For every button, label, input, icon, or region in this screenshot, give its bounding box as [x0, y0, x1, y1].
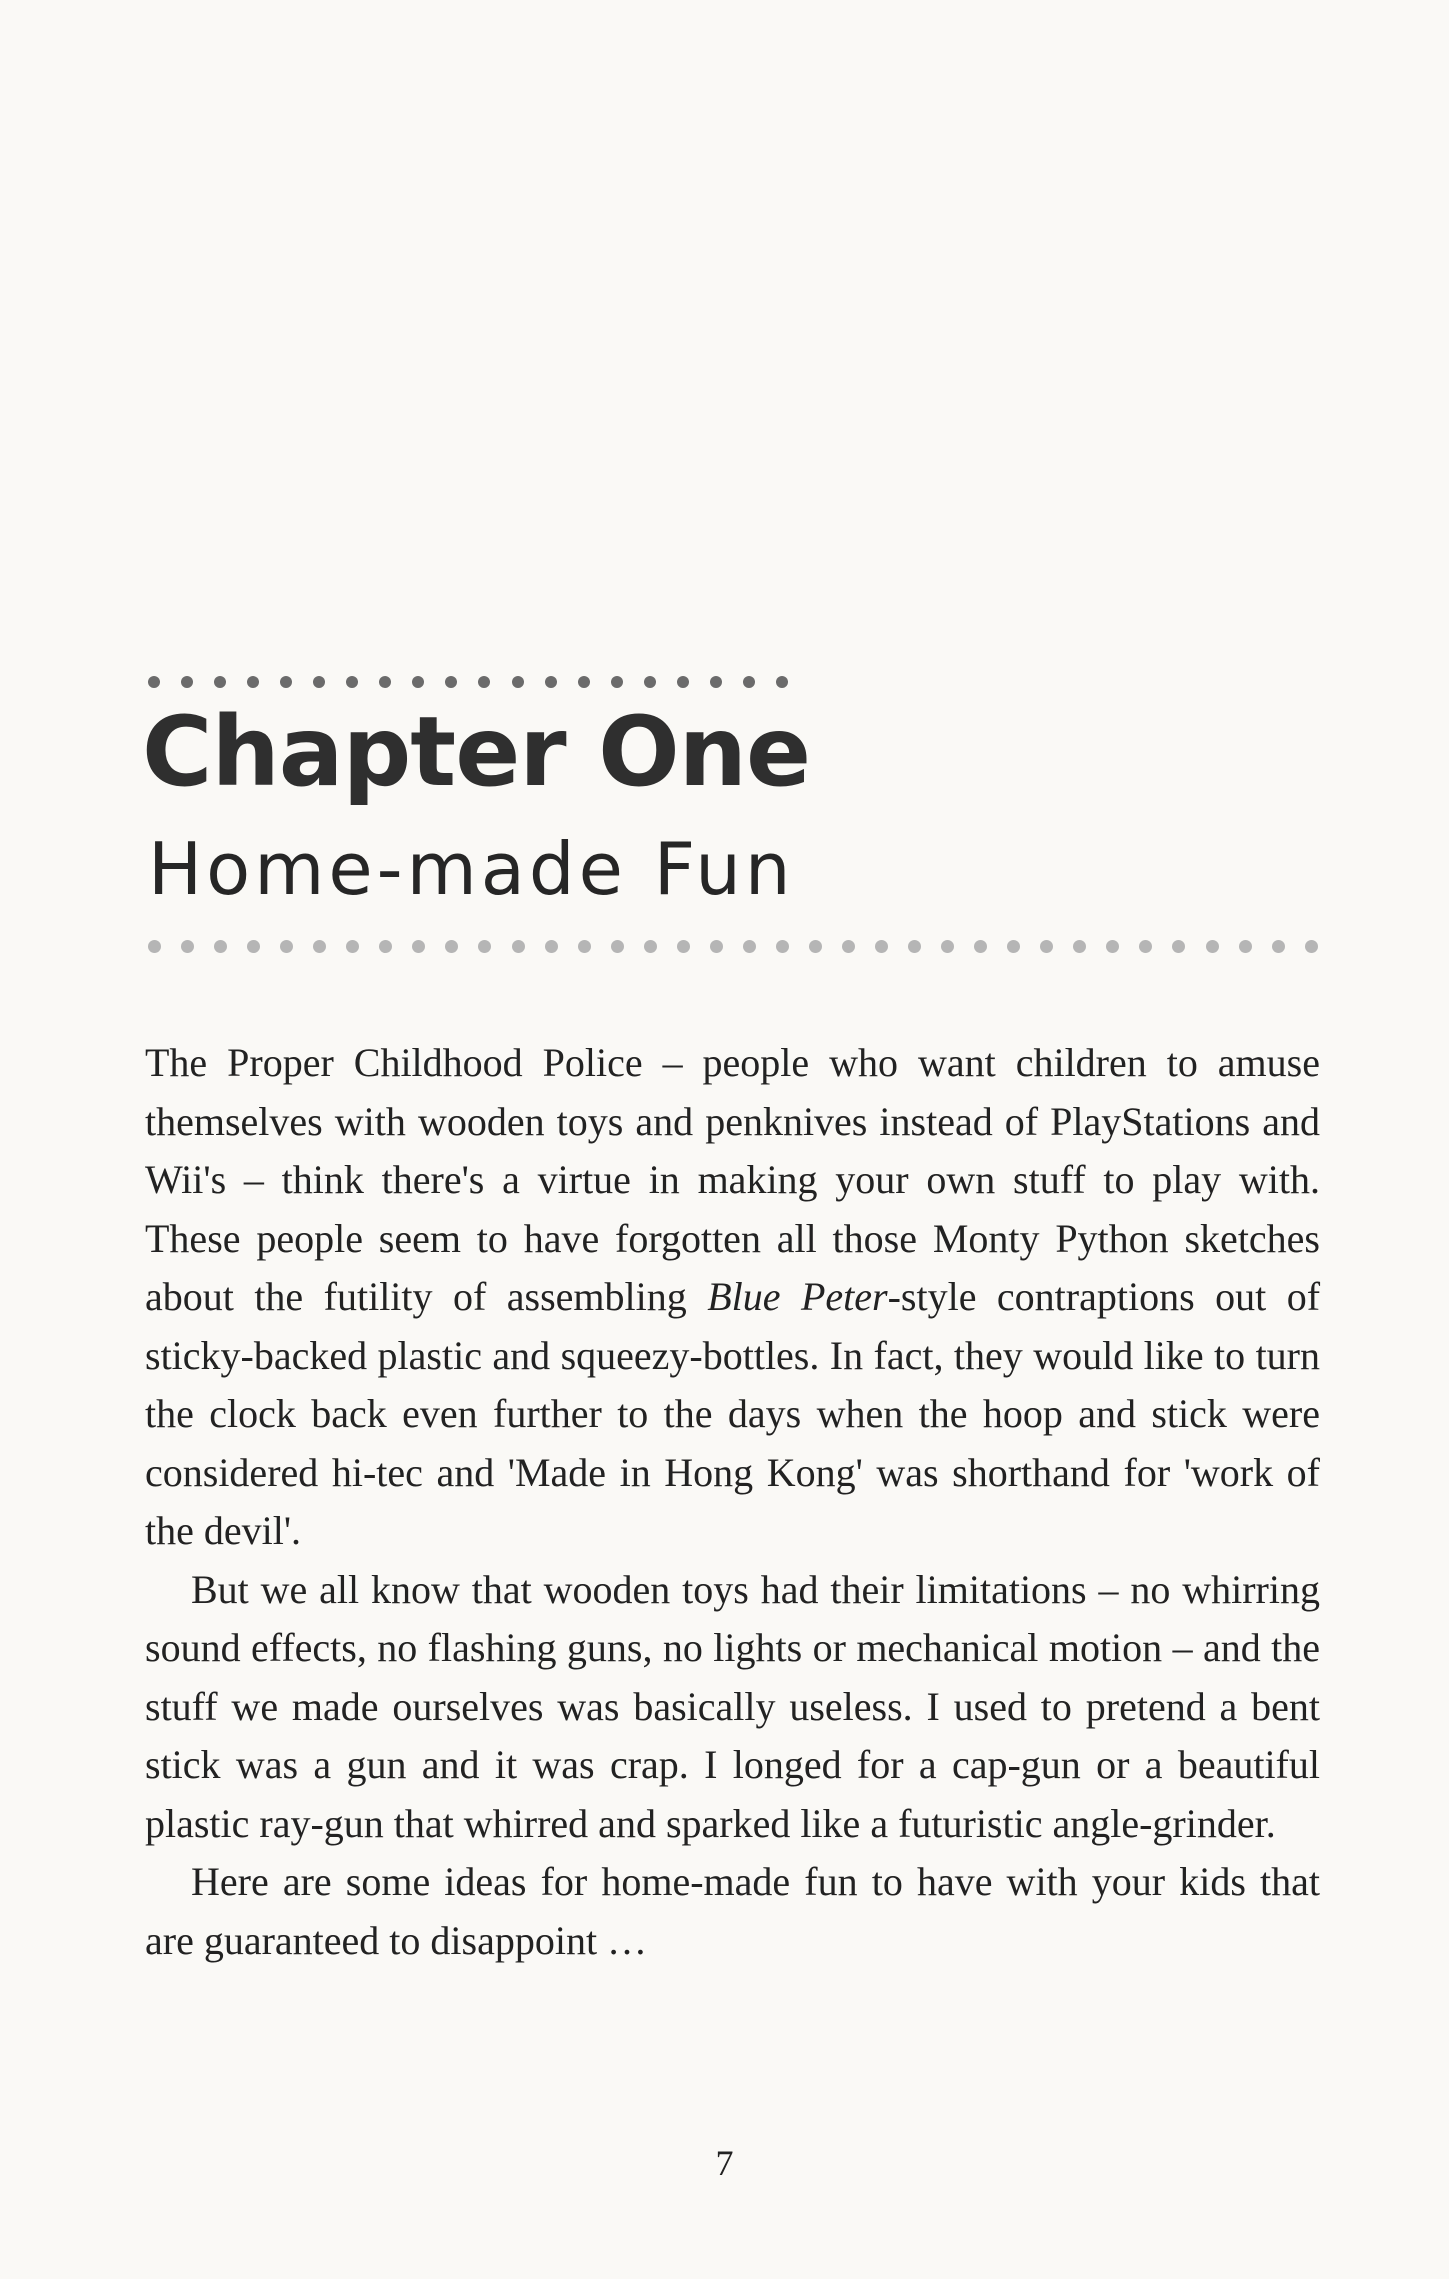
decorative-dot [512, 676, 524, 688]
decorative-dot [875, 940, 888, 953]
chapter-subtitle: Home-made Fun [148, 827, 795, 911]
decorative-dot-row-bottom [148, 936, 1318, 956]
decorative-dot [247, 940, 260, 953]
decorative-dot [1007, 940, 1020, 953]
decorative-dot [941, 940, 954, 953]
decorative-dot [1239, 940, 1252, 953]
decorative-dot [578, 940, 591, 953]
paragraph-1: The Proper Childhood Police – people who want children to amuse themselves with wooden toys and penknives instead of PlayStations and Wii's – think there's a virtue in making your own stuff to play with. These people seem to have forgotten all those Monty Python sketches about the futility of assembling Blue Peter-style contraptions out of sticky-backed plastic and squeezy-bottles. In fact, they would like to turn the clock back even further to the days when the hoop and stick were considered hi-tec and 'Made in Hong Kong' was shorthand for 'work of the devil'. [145, 1040, 1321, 1553]
decorative-dot [1139, 940, 1152, 953]
decorative-dot [677, 940, 690, 953]
decorative-dot [1106, 940, 1119, 953]
decorative-dot [908, 940, 921, 953]
chapter-title: Chapter One [142, 696, 811, 808]
decorative-dot [611, 940, 624, 953]
decorative-dot [379, 676, 391, 688]
decorative-dot [346, 676, 358, 688]
emphasis-blue-peter: Blue Peter [707, 1274, 888, 1319]
decorative-dot [1172, 940, 1185, 953]
decorative-dot [611, 676, 623, 688]
decorative-dot [148, 676, 160, 688]
decorative-dot [478, 940, 491, 953]
decorative-dot [545, 676, 557, 688]
decorative-dot [776, 940, 789, 953]
decorative-dot [148, 940, 161, 953]
decorative-dot [578, 676, 590, 688]
decorative-dot [743, 676, 755, 688]
decorative-dot [1206, 940, 1219, 953]
decorative-dot [280, 940, 293, 953]
decorative-dot [710, 676, 722, 688]
decorative-dot [181, 676, 193, 688]
decorative-dot [214, 940, 227, 953]
decorative-dot [412, 940, 425, 953]
decorative-dot [842, 940, 855, 953]
decorative-dot [710, 940, 723, 953]
decorative-dot [677, 676, 689, 688]
decorative-dot [644, 940, 657, 953]
decorative-dot [644, 676, 656, 688]
decorative-dot [512, 940, 525, 953]
decorative-dot [776, 676, 788, 688]
decorative-dot [214, 676, 226, 688]
decorative-dot [313, 676, 325, 688]
decorative-dot [1272, 940, 1285, 953]
decorative-dot [313, 940, 326, 953]
page-number: 7 [715, 2143, 734, 2183]
decorative-dot [974, 940, 987, 953]
decorative-dot [247, 676, 259, 688]
decorative-dot [379, 940, 392, 953]
decorative-dot [545, 940, 558, 953]
body-text [145, 1034, 1320, 1970]
decorative-dot [412, 676, 424, 688]
paragraph-2: But we all know that wooden toys had their limitations – no whirring sound effects, no flashing guns, no lights or mechanical motion – and the stuff we made ourselves was basically useless. I used to pretend a bent stick was a gun and it was crap. I longed for a cap-gun or a beautiful plastic ray-gun that whirred and sparked like a futuristic angle-grinder. [145, 1566, 1320, 1846]
decorative-dot [1073, 940, 1086, 953]
decorative-dot [346, 940, 359, 953]
decorative-dot [280, 676, 292, 688]
decorative-dot [445, 940, 458, 953]
decorative-dot [478, 676, 490, 688]
decorative-dot [445, 676, 457, 688]
decorative-dot [181, 940, 194, 953]
decorative-dot [1040, 940, 1053, 953]
decorative-dot [809, 940, 822, 953]
paragraph-3: Here are some ideas for home-made fun to have with your kids that are guaranteed to disappoint … [145, 1859, 1320, 1963]
decorative-dot [743, 940, 756, 953]
decorative-dot [1305, 940, 1318, 953]
decorative-dot-row-top [148, 672, 788, 692]
